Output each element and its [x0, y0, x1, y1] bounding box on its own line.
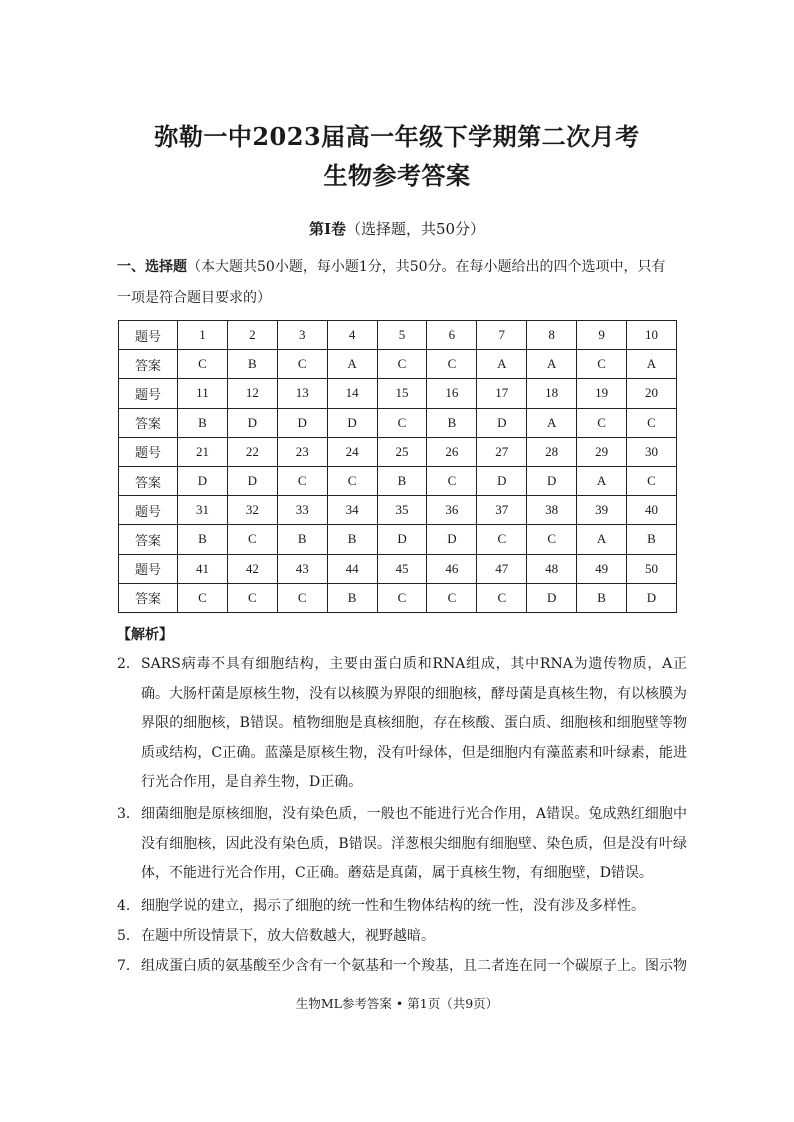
answer-cell: D — [178, 466, 228, 495]
question-number-cell: 39 — [577, 496, 627, 525]
answer-cell: C — [377, 408, 427, 437]
question-number-cell: 4 — [327, 321, 377, 350]
answer-cell: B — [577, 583, 627, 612]
instructions-line-2: 一项是符合题目要求的） — [117, 290, 271, 306]
answer-cell: A — [527, 408, 577, 437]
question-number-cell: 13 — [277, 379, 327, 408]
answer-cell: D — [377, 525, 427, 554]
answer-cell: C — [277, 350, 327, 379]
question-number-cell: 6 — [427, 321, 477, 350]
answer-cell: D — [527, 466, 577, 495]
row-header-cell: 题号 — [119, 379, 178, 408]
analysis-item — [117, 650, 687, 798]
item-number: 4． — [117, 898, 140, 914]
question-number-cell: 43 — [277, 554, 327, 583]
answer-table — [118, 320, 677, 613]
question-number-cell: 45 — [377, 554, 427, 583]
question-number-cell: 33 — [277, 496, 327, 525]
answer-cell: A — [327, 350, 377, 379]
answer-row — [119, 408, 677, 437]
answer-cell: C — [477, 525, 527, 554]
document-title: 弥勒一中2023届高一年级下学期第二次月考 — [154, 122, 640, 151]
answer-cell: C — [577, 350, 627, 379]
question-number-cell: 34 — [327, 496, 377, 525]
question-number-cell: 2 — [227, 321, 277, 350]
answer-cell: A — [627, 350, 677, 379]
question-number-cell: 25 — [377, 437, 427, 466]
answer-cell: D — [527, 583, 577, 612]
question-number-row — [119, 554, 677, 583]
answer-cell: B — [178, 525, 228, 554]
question-number-cell: 16 — [427, 379, 477, 408]
answer-cell: B — [377, 466, 427, 495]
item-number: 2． — [117, 656, 140, 672]
page-footer: 生物ML参考答案 • 第1页（共9页） — [295, 996, 499, 1011]
question-number-cell: 5 — [377, 321, 427, 350]
item-text: 组成蛋白质的氨基酸至少含有一个氨基和一个羧基，且二者连在同一个碳原子上。图示物 — [141, 958, 687, 974]
answer-row — [119, 525, 677, 554]
answer-cell: C — [377, 583, 427, 612]
row-header-cell: 答案 — [119, 525, 178, 554]
question-number-cell: 40 — [627, 496, 677, 525]
answer-cell: C — [477, 583, 527, 612]
answer-cell: A — [577, 466, 627, 495]
answer-cell: C — [427, 583, 477, 612]
answer-cell: C — [277, 466, 327, 495]
row-header-cell: 答案 — [119, 466, 178, 495]
question-number-cell: 15 — [377, 379, 427, 408]
answer-cell: B — [327, 583, 377, 612]
question-number-cell: 31 — [178, 496, 228, 525]
question-number-cell: 35 — [377, 496, 427, 525]
question-number-cell: 46 — [427, 554, 477, 583]
question-number-cell: 29 — [577, 437, 627, 466]
item-text: 在题中所设情景下，放大倍数越大，视野越暗。 — [141, 928, 435, 944]
answer-cell: D — [477, 408, 527, 437]
question-number-cell: 26 — [427, 437, 477, 466]
question-number-cell: 12 — [227, 379, 277, 408]
answer-cell: D — [427, 525, 477, 554]
question-number-cell: 19 — [577, 379, 627, 408]
row-header-cell: 题号 — [119, 554, 178, 583]
question-number-cell: 49 — [577, 554, 627, 583]
answer-cell: D — [627, 583, 677, 612]
item-number: 5． — [117, 928, 140, 944]
answer-cell: C — [627, 408, 677, 437]
analysis-heading: 【解析】 — [117, 627, 173, 643]
answer-cell: C — [227, 525, 277, 554]
question-number-cell: 14 — [327, 379, 377, 408]
question-number-cell: 17 — [477, 379, 527, 408]
item-number: 7． — [117, 958, 140, 974]
question-number-cell: 18 — [527, 379, 577, 408]
question-number-cell: 11 — [178, 379, 228, 408]
answer-cell: A — [527, 350, 577, 379]
answer-cell: D — [327, 408, 377, 437]
answer-cell: C — [427, 466, 477, 495]
question-number-cell: 42 — [227, 554, 277, 583]
document-subtitle: 生物参考答案 — [323, 161, 471, 190]
question-number-cell: 8 — [527, 321, 577, 350]
section-detail: （选择题，共50分） — [345, 220, 486, 238]
instructions-line-1 — [117, 252, 683, 282]
question-number-cell: 7 — [477, 321, 527, 350]
analysis-item — [117, 800, 687, 889]
question-number-row — [119, 379, 677, 408]
answer-cell: C — [577, 408, 627, 437]
row-header-cell: 题号 — [119, 321, 178, 350]
row-header-cell: 答案 — [119, 408, 178, 437]
answer-cell: C — [427, 350, 477, 379]
question-number-cell: 38 — [527, 496, 577, 525]
answer-cell: B — [627, 525, 677, 554]
answer-row — [119, 350, 677, 379]
question-number-cell: 32 — [227, 496, 277, 525]
question-number-cell: 20 — [627, 379, 677, 408]
answer-cell: C — [178, 350, 228, 379]
answer-cell: D — [277, 408, 327, 437]
question-number-cell: 28 — [527, 437, 577, 466]
question-number-cell: 50 — [627, 554, 677, 583]
question-number-cell: 27 — [477, 437, 527, 466]
item-number: 3． — [117, 806, 140, 822]
question-number-cell: 36 — [427, 496, 477, 525]
question-number-cell: 22 — [227, 437, 277, 466]
answer-cell: B — [227, 350, 277, 379]
analysis-item — [117, 922, 687, 952]
instructions-text: （本大题共50小题，每小题1分，共50分。在每小题给出的四个选项中，只有 — [187, 259, 666, 275]
answer-cell: B — [277, 525, 327, 554]
answer-row — [119, 466, 677, 495]
question-number-cell: 10 — [627, 321, 677, 350]
analysis-item — [117, 952, 687, 982]
answer-cell: C — [327, 466, 377, 495]
item-text: SARS病毒不具有细胞结构，主要由蛋白质和RNA组成，其中RNA为遗传物质，A正确。大肠杆菌是原核生物，没有以核膜为界限的细胞核，酵母菌是真核生物，有以核膜为界限的细胞核，B错误。植物细胞是真核细胞，存在核酸、蛋白质、细胞核和细胞壁等物质或结构，C正确。蓝藻是原核生物，没有叶绿体，但是细胞内有藻蓝素和叶绿素，能进行光合作用，是自养生物，D正确。 — [141, 656, 687, 791]
answer-cell: B — [427, 408, 477, 437]
question-number-cell: 24 — [327, 437, 377, 466]
row-header-cell: 答案 — [119, 350, 178, 379]
row-header-cell: 题号 — [119, 437, 178, 466]
answer-cell: D — [227, 466, 277, 495]
answer-cell: C — [377, 350, 427, 379]
row-header-cell: 题号 — [119, 496, 178, 525]
question-number-cell: 30 — [627, 437, 677, 466]
section-label: 第Ⅰ卷 — [308, 220, 346, 238]
question-number-row — [119, 321, 677, 350]
question-number-cell: 21 — [178, 437, 228, 466]
answer-cell: C — [527, 525, 577, 554]
answer-cell: B — [178, 408, 228, 437]
answer-cell: C — [627, 466, 677, 495]
question-number-cell: 9 — [577, 321, 627, 350]
answer-cell: C — [227, 583, 277, 612]
answer-cell: B — [327, 525, 377, 554]
answer-cell: C — [178, 583, 228, 612]
question-number-cell: 1 — [178, 321, 228, 350]
question-number-cell: 41 — [178, 554, 228, 583]
question-number-cell: 37 — [477, 496, 527, 525]
question-number-cell: 44 — [327, 554, 377, 583]
item-text: 细胞学说的建立，揭示了细胞的统一性和生物体结构的统一性，没有涉及多样性。 — [141, 898, 645, 914]
question-number-cell: 48 — [527, 554, 577, 583]
row-header-cell: 答案 — [119, 583, 178, 612]
section-title — [0, 218, 794, 239]
item-text: 细菌细胞是原核细胞，没有染色质，一般也不能进行光合作用，A错误。兔成熟红细胞中没有细胞核，因此没有染色质，B错误。洋葱根尖细胞有细胞壁、染色质，但是没有叶绿体，不能进行光合作用，C正确。蘑菇是真菌，属于真核生物，有细胞壁，D错误。 — [141, 806, 687, 882]
question-number-cell: 3 — [277, 321, 327, 350]
answer-row — [119, 583, 677, 612]
answer-cell: C — [277, 583, 327, 612]
answer-cell: D — [477, 466, 527, 495]
question-type-label: 一、选择题 — [117, 259, 187, 275]
answer-cell: A — [477, 350, 527, 379]
question-number-row — [119, 437, 677, 466]
analysis-item — [117, 892, 687, 922]
answer-cell: A — [577, 525, 627, 554]
answer-cell: D — [227, 408, 277, 437]
question-number-cell: 23 — [277, 437, 327, 466]
question-number-row — [119, 496, 677, 525]
question-number-cell: 47 — [477, 554, 527, 583]
